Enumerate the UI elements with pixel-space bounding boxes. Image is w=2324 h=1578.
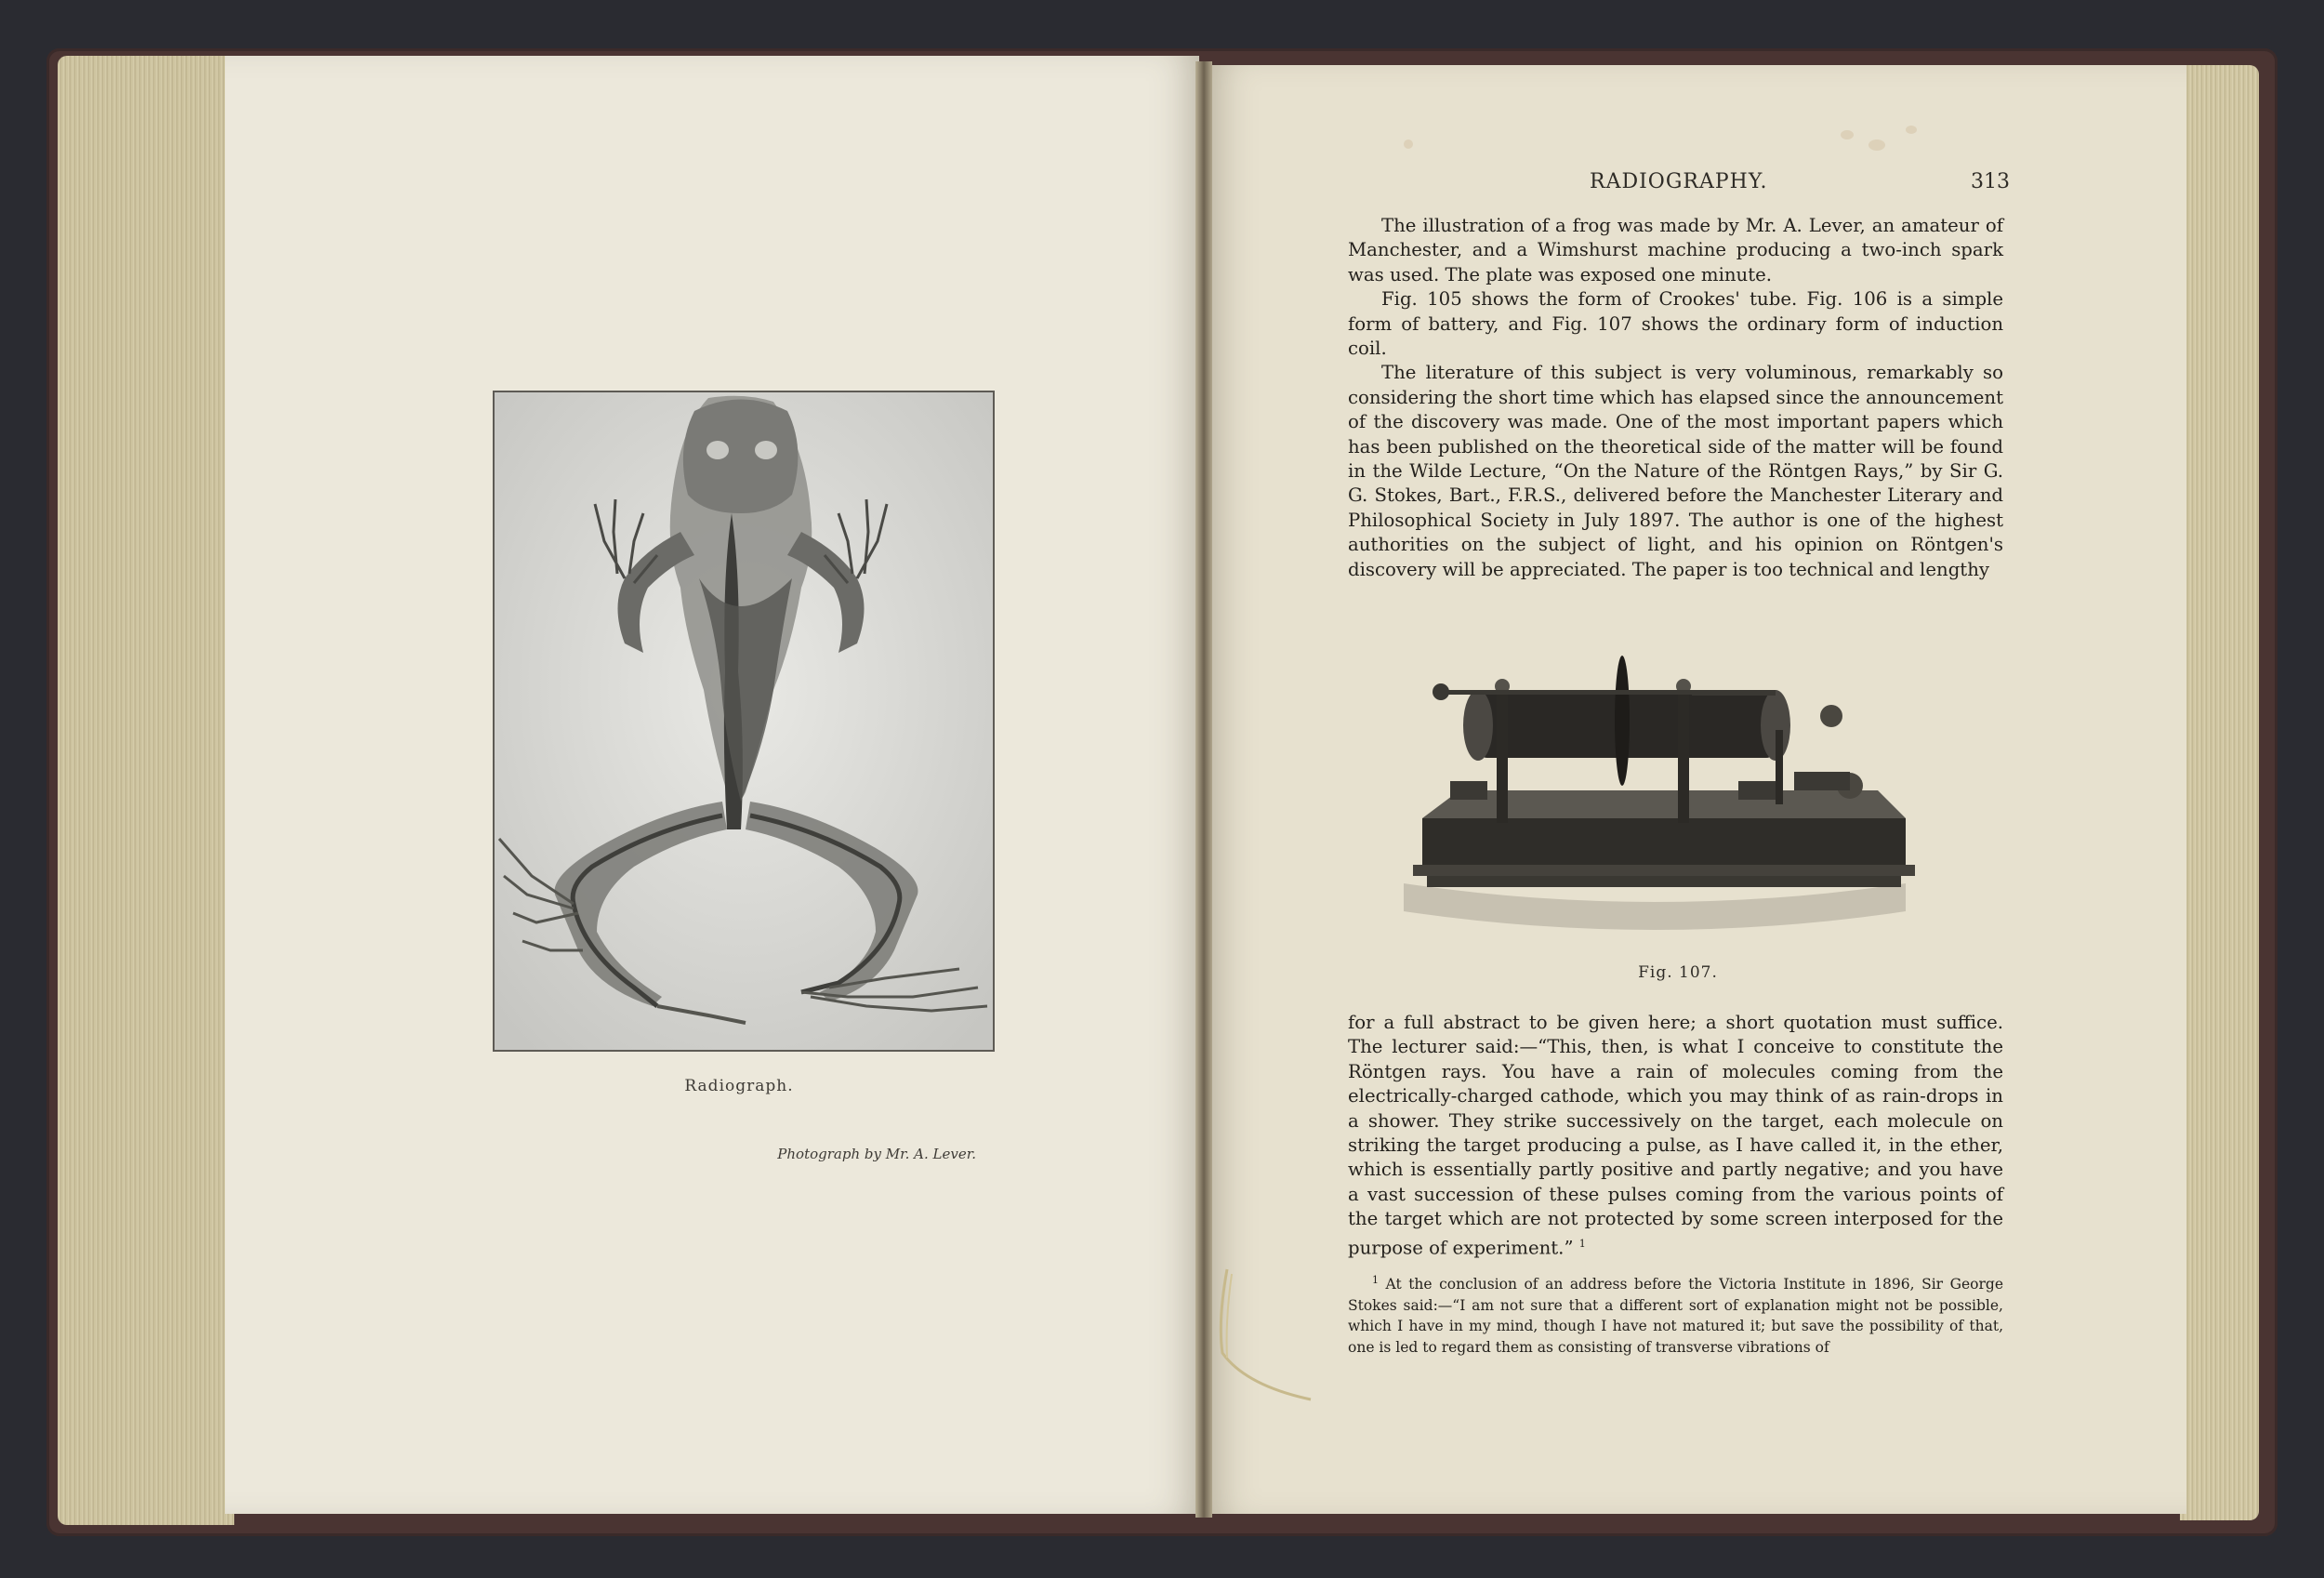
foxing-stain bbox=[1868, 139, 1885, 151]
frog-radiograph-image bbox=[493, 391, 995, 1052]
bookmark-thread bbox=[1181, 1265, 1320, 1413]
paragraph: Fig. 105 shows the form of Crookes' tube. Fig. 106 is a simple form of battery, and Fig. 107 shows the ordinary form of induction coil. bbox=[1348, 288, 2003, 360]
footnote-marker: 1 bbox=[1372, 1274, 1379, 1286]
body-text-top bbox=[1348, 214, 2003, 582]
footnote bbox=[1348, 1270, 2003, 1358]
photo-credit: Photograph by Mr. A. Lever. bbox=[777, 1146, 976, 1162]
footnote-text: At the conclusion of an address before the Victoria Institute in 1896, Sir George Stokes said:—“I am not sure that a different sort of explanation might not be possible, which I have in my mind, though I have not matured it; but save the possibility of that, one is led to regard them as consisting of transverse vibrations of bbox=[1348, 1276, 2003, 1356]
paragraph: The literature of this subject is very voluminous, remarkably so considering the short time which has elapsed since the announcement of the discovery was made. One of the most important papers which has been published on the theoretical side of the matter will be found in the Wilde Lecture, “On the Nature of the Röntgen Rays,” by Sir G. G. Stokes, Bart., F.R.S., delivered before the Manchester Literary and Philosophical Society in July 1897. The author is one of the highest authorities on the subject of light, and his opinion on Röntgen's discovery will be appreciated. The paper is too technical and lengthy bbox=[1348, 362, 2003, 580]
foxing-stain bbox=[1404, 139, 1413, 149]
running-head: RADIOGRAPHY. bbox=[1590, 170, 1768, 193]
page-number: 313 bbox=[1971, 170, 2010, 193]
paragraph-text: for a full abstract to be given here; a short quotation must suffice. The lecturer said:—“This, then, is what I conceive to constitute the Röntgen rays. You have a rain of molecules coming from the electrically-charged cathode, which you may think of as rain-drops in a shower. They strike successively on the target, each molecule on striking the target producing a pulse, as I have called it, in the ether, which is essentially partly positive and partly negative; and you have a vast succession of these pulses coming from the various points of the target which are not protected by some screen interposed for the purpose of experiment.” bbox=[1348, 1012, 2003, 1259]
footnote-text-line bbox=[1348, 1270, 2003, 1358]
paragraph: The illustration of a frog was made by Mr. A. Lever, an amateur of Manchester, and a Wimshurst machine producing a two-inch spark was used. The plate was exposed one minute. bbox=[1348, 215, 2003, 285]
foxing-stain bbox=[1841, 130, 1854, 139]
figure-caption: Fig. 107. bbox=[1638, 963, 1718, 982]
induction-coil-illustration bbox=[1385, 604, 1924, 953]
footnote-reference: 1 bbox=[1578, 1237, 1586, 1250]
body-text-bottom bbox=[1348, 1011, 2003, 1261]
foxing-stain bbox=[1906, 126, 1917, 134]
page-edges-left bbox=[58, 56, 234, 1525]
plate-caption: Radiograph. bbox=[684, 1077, 794, 1095]
paragraph-continued bbox=[1348, 1011, 2003, 1261]
page-edges-right bbox=[2180, 65, 2259, 1520]
